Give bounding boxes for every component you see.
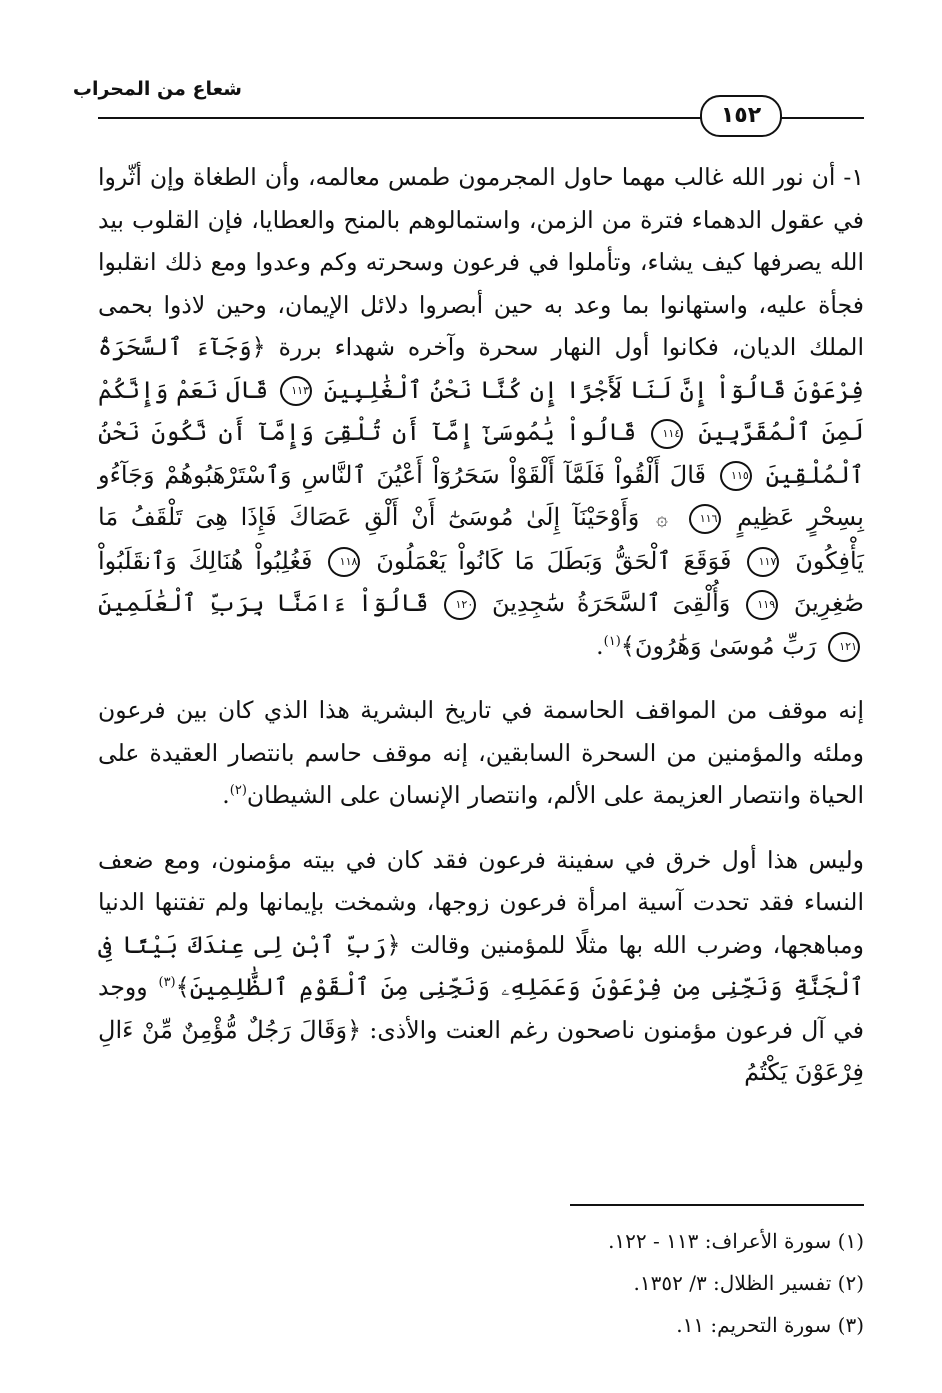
footnote-separator: [570, 1204, 864, 1206]
paragraph-3: [98, 839, 864, 1094]
ayah-number-113: ١١٣: [280, 376, 312, 406]
verse-text: وَجَآءَ ٱلسَّحَرَةُ فِرْعَوْنَ قَالُوٓاْ إِنَّ لَنَا لَأَجْرًا إِن كُنَّا نَحْنُ ٱلْغَٰلِبِينَ: [98, 333, 864, 404]
verse-text: وَقَالَ رَجُلٌ مُّؤْمِنٌ مِّنْ ءَالِ فِرْعَوْنَ يَكْتُمُ: [98, 1015, 864, 1087]
ayah-number-115: ١١٥: [720, 461, 752, 491]
hizb-star-icon: ۞: [656, 506, 668, 531]
verse-text: قَالُوٓاْ ءَامَنَّا بِرَبِّ ٱلْعَٰلَمِينَ: [98, 589, 429, 618]
open-quran-bracket: ﴿: [251, 333, 266, 361]
paragraph-2: [98, 689, 864, 817]
verse-text: وَأَوْحَيْنَآ إِلَىٰ مُوسَىٰٓ أَنْ أَلْقِ عَصَاكَ فَإِذَا هِىَ تَلْقَفُ مَا يَأْفِكُونَ: [98, 503, 864, 575]
footnote-ref-1: (١): [603, 633, 621, 649]
running-header-title: شعاع من المحراب: [72, 78, 242, 100]
ayah-number-117: ١١٧: [747, 547, 779, 577]
ayah-number-118: ١١٨: [328, 547, 360, 577]
verse-text: رَبِّ مُوسَىٰ وَهَٰرُونَ: [634, 631, 817, 660]
verse-text: قَالَ نَعَمْ وَإِنَّكُمْ لَمِنَ ٱلْمُقَرَّبِينَ: [98, 375, 864, 446]
ayah-number-119: ١١٩: [746, 590, 778, 620]
verse-text: قَالَ أَلْقُواْ فَلَمَّآ أَلْقَوْاْ سَحَرُوٓاْ أَعْيُنَ ٱلنَّاسِ وَٱسْتَرْهَبُوهُمْ وَجَآءُو بِسِحْرٍ عَظِيمٍ: [98, 460, 864, 531]
quran-quote-araf: [98, 333, 864, 660]
open-quran-bracket: ﴿: [347, 1015, 362, 1044]
paragraph-1: [98, 156, 864, 667]
footnote-ref-2: (٢): [229, 783, 247, 799]
footnote-ref-3: (٣): [158, 975, 176, 991]
ayah-number-116: ١١٦: [689, 504, 721, 534]
open-quran-bracket: ﴿: [386, 930, 401, 959]
period: .: [596, 631, 604, 660]
footnote-3: (٣) سورة التحريم: ١١.: [676, 1313, 864, 1337]
footnotes: [440, 1220, 864, 1346]
paragraph-3-text-continued: ووجد في آل فرعون مؤمنون ناصحون رغم العنت والأذى:: [98, 973, 864, 1044]
close-quran-bracket: ﴾: [620, 631, 635, 660]
page-number: ١٥٢: [700, 95, 782, 137]
paragraph-1-text: ١- أن نور الله غالب مهما حاول المجرمون طمس معالمه، وأن الطغاة وإن أثّروا في عقول الدهماء فترة من الزمن، واستمالوهم بالمنح والعطايا، فإن القلوب بيد الله يصرفها كيف يشاء، وتأملوا في فرعون وسحرته وكم وعدوا ومع ذلك انقلبوا فجأة عليه، واستهانوا بما وعد به حين أبصروا دلائل الإيمان، وحين لاذوا بحمى الملك الديان، فكانوا أول النهار سحرة وآخره شهداء بررة: [98, 163, 864, 361]
ayah-number-120: ١٢٠: [444, 590, 476, 620]
main-text: [98, 156, 864, 1094]
verse-text: رَبِّ ٱبْنِ لِى عِندَكَ بَيْتًا فِى ٱلْجَنَّةِ وَنَجِّنِى مِن فِرْعَوْنَ وَعَمَلِهِۦ وَنَجِّنِى مِنَ ٱلْقَوْمِ ٱلظَّٰلِمِينَ: [98, 930, 864, 1002]
close-quran-bracket: ﴾: [175, 973, 190, 1002]
ayah-number-121: ١٢١: [828, 632, 860, 662]
footnote-2: (٢) تفسير الظلال: ٣/ ١٣٥٢.: [633, 1271, 864, 1295]
ayah-number-114: ١١٤: [651, 419, 683, 449]
period: .: [222, 781, 230, 810]
verse-text: وَأُلْقِىَ ٱلسَّحَرَةُ سَٰجِدِينَ: [491, 589, 731, 618]
verse-text: فَوَقَعَ ٱلْحَقُّ وَبَطَلَ مَا كَانُواْ يَعْمَلُونَ: [376, 546, 732, 575]
verse-text: فَغُلِبُواْ هُنَالِكَ وَٱنقَلَبُواْ صَٰغِرِينَ: [98, 546, 864, 618]
paragraph-2-text: إنه موقف من المواقف الحاسمة في تاريخ البشرية هذا الذي كان بين فرعون وملئه والمؤمنين من السحرة السابقين، إنه موقف حاسم بانتصار العقيدة على الحياة وانتصار العزيمة على الألم، وانتصار الإنسان على الشيطان: [98, 696, 864, 810]
paragraph-3-text: وليس هذا أول خرق في سفينة فرعون فقد كان في بيته مؤمنون، ومع ضعف النساء فقد تحدت آسية امرأة فرعون زوجها، وشمخت بإيمانها ولم تفتنها الدنيا ومباهجها، وضرب الله بها مثلًا للمؤمنين وقالت: [98, 845, 864, 959]
footnote-1: (١) سورة الأعراف: ١١٣ - ١٢٢.: [608, 1229, 864, 1253]
verse-text: قَالُواْ يَٰمُوسَىٰٓ إِمَّآ أَن تُلْقِىَ وَإِمَّآ أَن نَّكُونَ نَحْنُ ٱلْمُلْقِينَ: [98, 418, 864, 489]
